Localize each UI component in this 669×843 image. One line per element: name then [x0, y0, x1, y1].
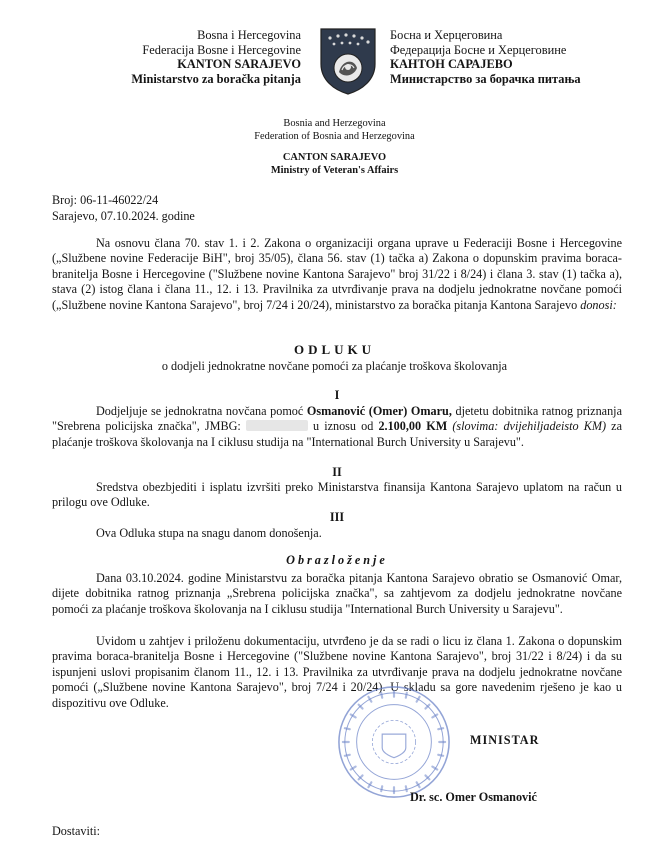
signature-title: MINISTAR	[470, 733, 540, 747]
redacted-jmbg	[246, 420, 308, 431]
explanation-paragraph-1: Dana 03.10.2024. godine Ministarstvu za boračka pitanja Kantona Sarajevo obratio se Osmanović Omar, dijete dobitnika ratnog priznanja „Srebrena policijska značka", sa zahtjevom za dodjelu jednokratne novčane pomoći za plaćanje troškova školovanja na I ciklusu studija "International Burch University u Sarajevu".	[52, 571, 622, 616]
section-2-paragraph: Sredstva obezbjediti i isplatu izvršiti preko Ministarstva finansija Kantona Sarajevo uplatom na račun u prilogu ove Odluke.	[52, 480, 622, 510]
preamble-end: donosi:	[580, 297, 617, 312]
header-cyrillic	[390, 28, 581, 87]
section-1-text-c: u iznosu od	[307, 419, 379, 434]
reference-number: Broj: 06-11-46022/24	[52, 193, 159, 207]
section-3-paragraph: Ova Odluka stupa na snagu danom donošenja.	[96, 526, 322, 540]
header-ministry: Ministarstvo za boračka pitanja	[131, 71, 301, 86]
header-country-en: Bosnia and Herzegovina	[283, 118, 386, 129]
amount: 2.100,00 KM	[378, 419, 448, 434]
header-canton-cyr: КАНТОН САРАЈЕВО	[390, 57, 513, 72]
header-federation-en: Federation of Bosnia and Herzegovina	[254, 131, 415, 142]
delivery-label: Dostaviti:	[52, 824, 101, 838]
preamble-text: Na osnovu člana 70. stav 1. i 2. Zakona o organizaciji organa uprave u Federaciji Bosne i Hercegovine („Službene novine Federacije BiH", broj 35/05), člana 56. stav (1) tačka a) Zakona o dopunskim pravima boraca-branitelja Bosne i Hercegovine ("Službene novine Kantona Sarajevo" broj 31/22 i 8/24) i člana 3. stav (1) tačka a), stava (2) istog člana i člana 11., 12. i 13. Pravilnika za utvrđivanje prava na dodjelu jednokratne novčane pomoći („Službene novine Kantona Sarajevo", broj 7/24 i 20/24), ministarstvo za boračka pitanja Kantona Sarajevo	[52, 236, 622, 312]
decision-subtitle: o dodjeli jednokratne novčane pomoći za plaćanje troškova školovanja	[161, 359, 508, 373]
preamble-paragraph	[52, 236, 622, 313]
section-1-text-d: za plaćanje troškova školovanja na I ciklusu studija na "International Burch University u Sarajevu".	[52, 419, 622, 449]
header-country-cyr: Босна и Херцеговина	[390, 28, 503, 42]
document-reference	[52, 193, 195, 225]
reference-place-date: Sarajevo, 07.10.2024. godine	[52, 208, 195, 223]
section-numeral-2: II	[332, 465, 342, 479]
explanation-paragraph-2: Uvidom u zahtjev i priloženu dokumentaciju, utvrđeno je da se radi o licu iz člana 1. Zakona o dopunskim pravima boraca-branitelja Bosne i Hercegovine ("Službene novine Kantona Sarajevo", broj 31/22 i 8/24) i da su ispunjeni uslovi propisanim članom 11., 12. i 13. Pravilnika za utvrđivanje prava na dodjelu jednokratne novčane pomoći („Službene novine Kantona Sarajevo", broj 7/24 i 20/24). U skladu sa gore navedenim rješeno je kao u dispozitivu ove Odluke.	[52, 634, 622, 710]
explanation-title: Obrazloženje	[286, 553, 388, 567]
section-1-text-a: Dodjeljuje se jednokratna novčana pomoć	[96, 404, 307, 418]
header-federation: Federacija Bosne i Hercegovine	[142, 42, 301, 57]
signature-name: Dr. sc. Omer Osmanović	[410, 790, 537, 804]
official-stamp-icon	[335, 683, 453, 801]
header-ministry-cyr: Министарство за борачка питања	[390, 71, 581, 86]
header-country: Bosna i Hercegovina	[197, 28, 301, 42]
header-federation-cyr: Федерација Босне и Херцеговине	[390, 42, 567, 57]
coat-of-arms-icon	[318, 26, 378, 96]
header-canton: KANTON SARAJEVO	[177, 57, 301, 72]
header-canton-en: CANTON SARAJEVO	[282, 152, 387, 163]
section-numeral-3: III	[329, 510, 345, 524]
section-1-paragraph	[52, 404, 622, 450]
amount-words: (slovima: dvijehiljadeisto KM)	[447, 419, 607, 434]
header-english	[0, 117, 669, 177]
header-latin	[131, 28, 301, 87]
beneficiary-name: Osmanović (Omer) Omaru,	[306, 404, 452, 418]
header-ministry-en: Ministry of Veteran's Affairs	[270, 165, 399, 176]
decision-title: ODLUKU	[293, 342, 376, 357]
section-1-text-b: djetetu dobitnika ratnog priznanja "Srebrena policijska značka", JMBG:	[52, 404, 622, 434]
section-numeral-1: I	[334, 388, 340, 402]
